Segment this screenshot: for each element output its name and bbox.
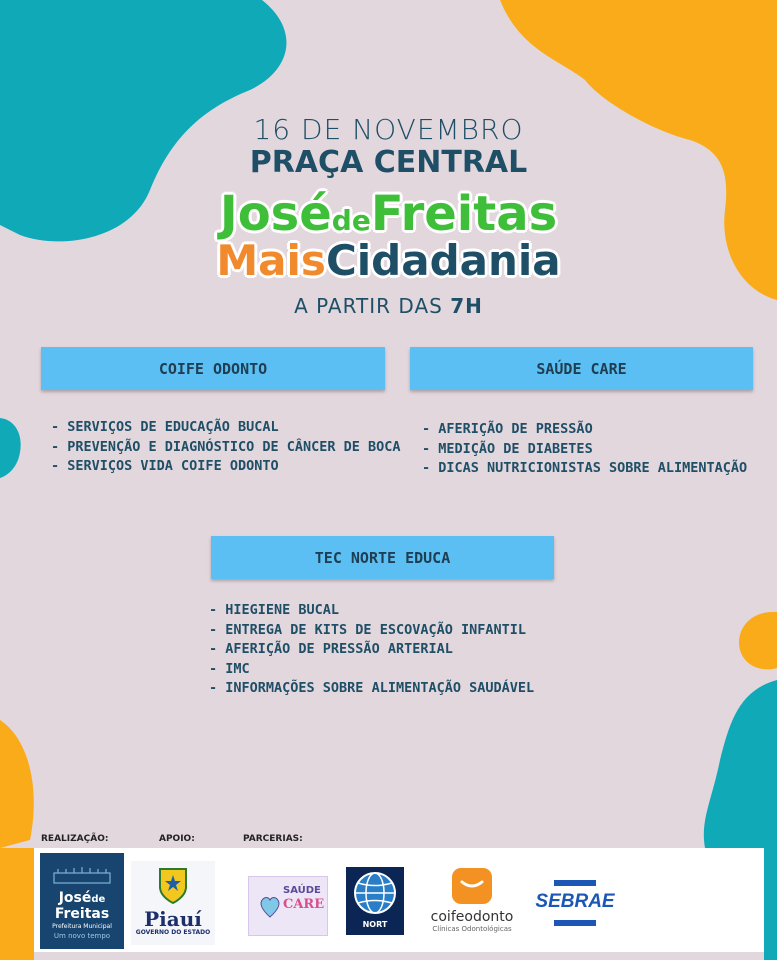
teal-blob-bottom-right xyxy=(704,680,777,848)
sebrae-name: SEBRAE xyxy=(535,891,615,912)
jf-line1: José xyxy=(58,890,92,906)
list-item: - IMC xyxy=(209,660,534,680)
event-logo-line1 xyxy=(0,186,777,242)
coat-of-arms-icon xyxy=(156,865,190,905)
teal-blob-left-small xyxy=(0,418,21,478)
globe-icon xyxy=(350,870,400,916)
event-date: 16 DE NOVEMBRO xyxy=(253,113,524,146)
jf-line2: Freitas xyxy=(54,906,110,922)
coife-sub: Clínicas Odontológicas xyxy=(432,925,512,933)
start-time: 7H xyxy=(450,294,483,318)
sebrae-logo xyxy=(534,880,616,926)
saude-care-line1: SAÚDE xyxy=(283,885,321,896)
list-item: - HIEGIENE BUCAL xyxy=(209,601,534,621)
list-item: - PREVENÇÃO E DIAGNÓSTICO DE CÂNCER DE BOCA xyxy=(51,438,401,458)
saude-care-logo xyxy=(248,876,328,936)
list-item: - AFERIÇÃO DE PRESSÃO xyxy=(422,420,747,440)
list-item: - INFORMAÇÕES SOBRE ALIMENTAÇÃO SAUDÁVEL xyxy=(209,679,534,699)
saude-care-line2: CARE xyxy=(283,897,325,912)
label-apoio: APOIO: xyxy=(159,834,195,844)
list-item: - MEDIÇÃO DE DIABETES xyxy=(422,440,747,460)
event-place: PRAÇA CENTRAL xyxy=(249,145,528,180)
piaui-government-logo xyxy=(131,861,215,945)
section-title-coife: COIFE ODONTO xyxy=(41,347,385,390)
tooth-icon xyxy=(450,866,494,906)
list-item: - SERVIÇOS VIDA COIFE ODONTO xyxy=(51,457,401,477)
list-item: - SERVIÇOS DE EDUCAÇÃO BUCAL xyxy=(51,418,401,438)
coife-name-a: coife xyxy=(430,909,465,925)
jf-line3: Prefeitura Municipal xyxy=(52,923,112,930)
logo-de: de xyxy=(331,204,371,237)
logo-freitas: Freitas xyxy=(370,186,558,242)
tec-norte-label: NORT xyxy=(362,920,388,929)
logo-jose: José xyxy=(219,186,332,242)
saude-services-list xyxy=(422,420,747,479)
coife-name-b: odonto xyxy=(464,909,514,925)
jf-line4: Um novo tempo xyxy=(53,932,111,940)
coife-odonto-logo xyxy=(424,866,520,938)
coife-services-list xyxy=(51,418,401,477)
orange-blob-right-small xyxy=(739,612,777,670)
town-skyline-icon xyxy=(52,867,112,885)
section-title-saude: SAÚDE CARE xyxy=(410,347,753,390)
list-item: - AFERIÇÃO DE PRESSÃO ARTERIAL xyxy=(209,640,534,660)
piaui-name: Piauí xyxy=(144,907,202,931)
start-time-line xyxy=(0,294,777,318)
jf-line1-small: de xyxy=(91,894,106,905)
tec-services-list xyxy=(209,601,534,699)
event-logo-line2 xyxy=(0,236,777,285)
logo-mais: Mais xyxy=(216,236,326,285)
tec-norte-logo xyxy=(346,867,404,935)
jose-de-freitas-logo xyxy=(40,853,124,949)
orange-strip-bottom-left xyxy=(0,848,34,960)
piaui-sub: GOVERNO DO ESTADO xyxy=(135,929,211,936)
start-prefix: A PARTIR DAS xyxy=(294,294,443,318)
section-title-tec: TEC NORTE EDUCA xyxy=(211,536,554,579)
logo-cidadania: Cidadania xyxy=(325,236,561,285)
orange-blob-bottom-left xyxy=(0,720,34,848)
label-parcerias: PARCERIAS: xyxy=(243,834,303,844)
label-realizacao: REALIZAÇÃO: xyxy=(41,834,109,844)
heart-hand-icon xyxy=(257,891,283,921)
list-item: - DICAS NUTRICIONISTAS SOBRE ALIMENTAÇÃO xyxy=(422,459,747,479)
teal-strip-bottom-right xyxy=(764,848,777,960)
list-item: - ENTREGA DE KITS DE ESCOVAÇÃO INFANTIL xyxy=(209,621,534,641)
